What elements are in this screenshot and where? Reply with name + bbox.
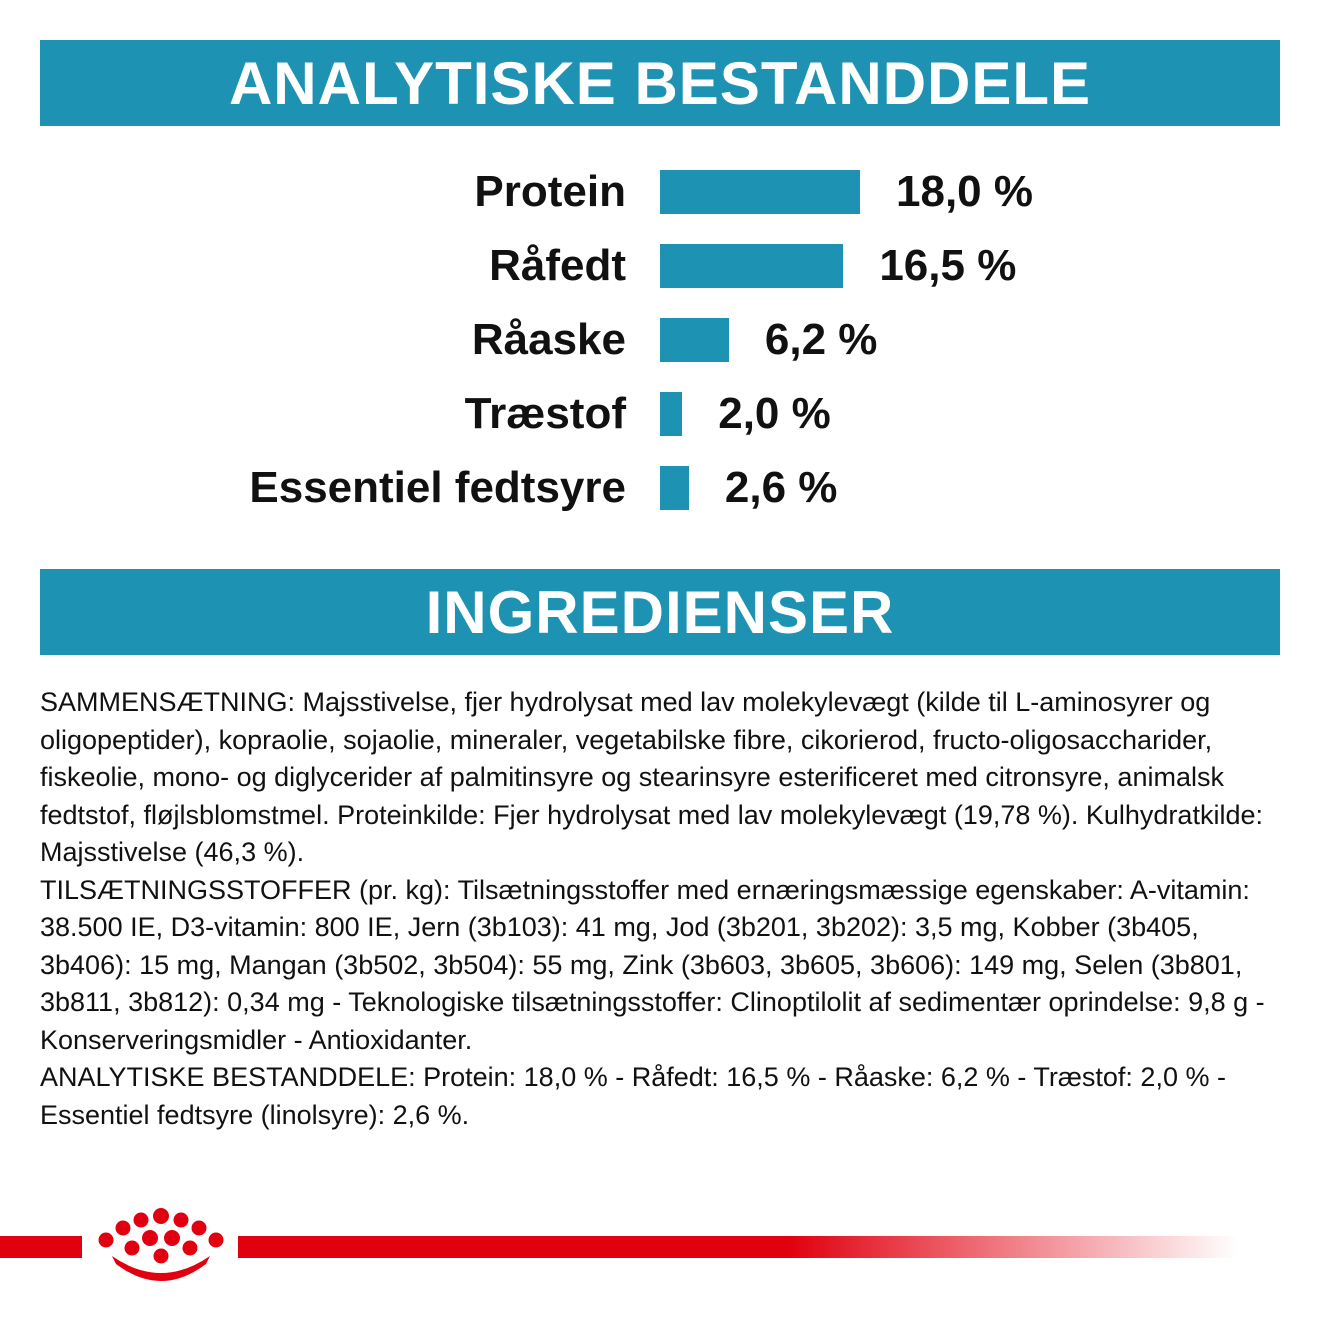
analysis-bar	[660, 170, 860, 214]
analysis-row	[0, 160, 1320, 224]
analysis-row	[0, 382, 1320, 446]
analysis-label: Råfedt	[489, 241, 626, 290]
analysis-label: Protein	[474, 167, 626, 216]
analysis-value: 18,0 %	[896, 167, 1033, 216]
additives-paragraph: TILSÆTNINGSSTOFFER (pr. kg): Tilsætningsstoffer med ernæringsmæssige egenskaber: A-vitamin: 38.500 IE, D3-vitamin: 800 IE, Jern (3b103): 41 mg, Jod (3b201, 3b202): 3,5 mg, Kobber (3b405, 3b406): 15 mg, Mangan (3b502, 3b504): 55 mg, Zink (3b603, 3b605, 3b606): 149 mg, Selen (3b801, 3b811, 3b812): 0,34 mg - Teknologiske tilsætningsstoffer: Clinoptilolit af sedimentær oprindelse: 9,8 g - Konserveringsmidler - Antioxidanter.	[40, 874, 1265, 1055]
ingredients-heading-band	[40, 569, 1280, 655]
analysis-heading-band	[40, 40, 1280, 126]
ingredients-text	[40, 684, 1280, 1134]
analysis-bar	[660, 244, 843, 288]
brand-line-left	[0, 1236, 82, 1258]
analysis-value: 6,2 %	[764, 315, 878, 364]
analysis-label: Træstof	[464, 389, 626, 438]
analysis-label: Råaske	[471, 315, 626, 364]
analysis-row	[0, 234, 1320, 298]
analysis-label: Essentiel fedtsyre	[249, 463, 626, 512]
composition-paragraph: SAMMENSÆTNING: Majsstivelse, fjer hydrolysat med lav molekylevægt (kilde til L-aminosyrer og oligopeptider), kopraolie, sojaolie, mineraler, vegetabilske fibre, cikorierod, fructo-oligosaccharider, fiskeolie, mono- og diglycerider af palmitinsyre og stearinsyre esterificeret med citronsyre, animalsk fedtstof, fløjlsblomstmel. Proteinkilde: Fjer hydrolysat med lav molekylevægt (19,78 %). Kulhydratkilde: Majsstivelse (46,3 %).	[40, 687, 1263, 867]
analysis-heading: ANALYTISKE BESTANDDELE	[228, 49, 1092, 117]
ingredients-heading: INGREDIENSER	[425, 578, 895, 646]
analysis-value: 2,0 %	[718, 389, 831, 438]
analysis-bar	[660, 466, 689, 510]
analysis-value: 16,5 %	[879, 241, 1017, 290]
brand-line-right	[238, 1236, 1238, 1258]
royal-canin-crown-icon	[90, 1206, 232, 1282]
analysis-value: 2,6 %	[724, 463, 838, 512]
analysis-row	[0, 308, 1320, 372]
analysis-row	[0, 456, 1320, 520]
analytical-paragraph: ANALYTISKE BESTANDDELE: Protein: 18,0 % - Råfedt: 16,5 % - Råaske: 6,2 % - Træstof: 2,0 % - Essentiel fedtsyre (linolsyre): 2,6 %.	[40, 1062, 1226, 1130]
analysis-bar	[660, 318, 729, 362]
analysis-bar	[660, 392, 682, 436]
